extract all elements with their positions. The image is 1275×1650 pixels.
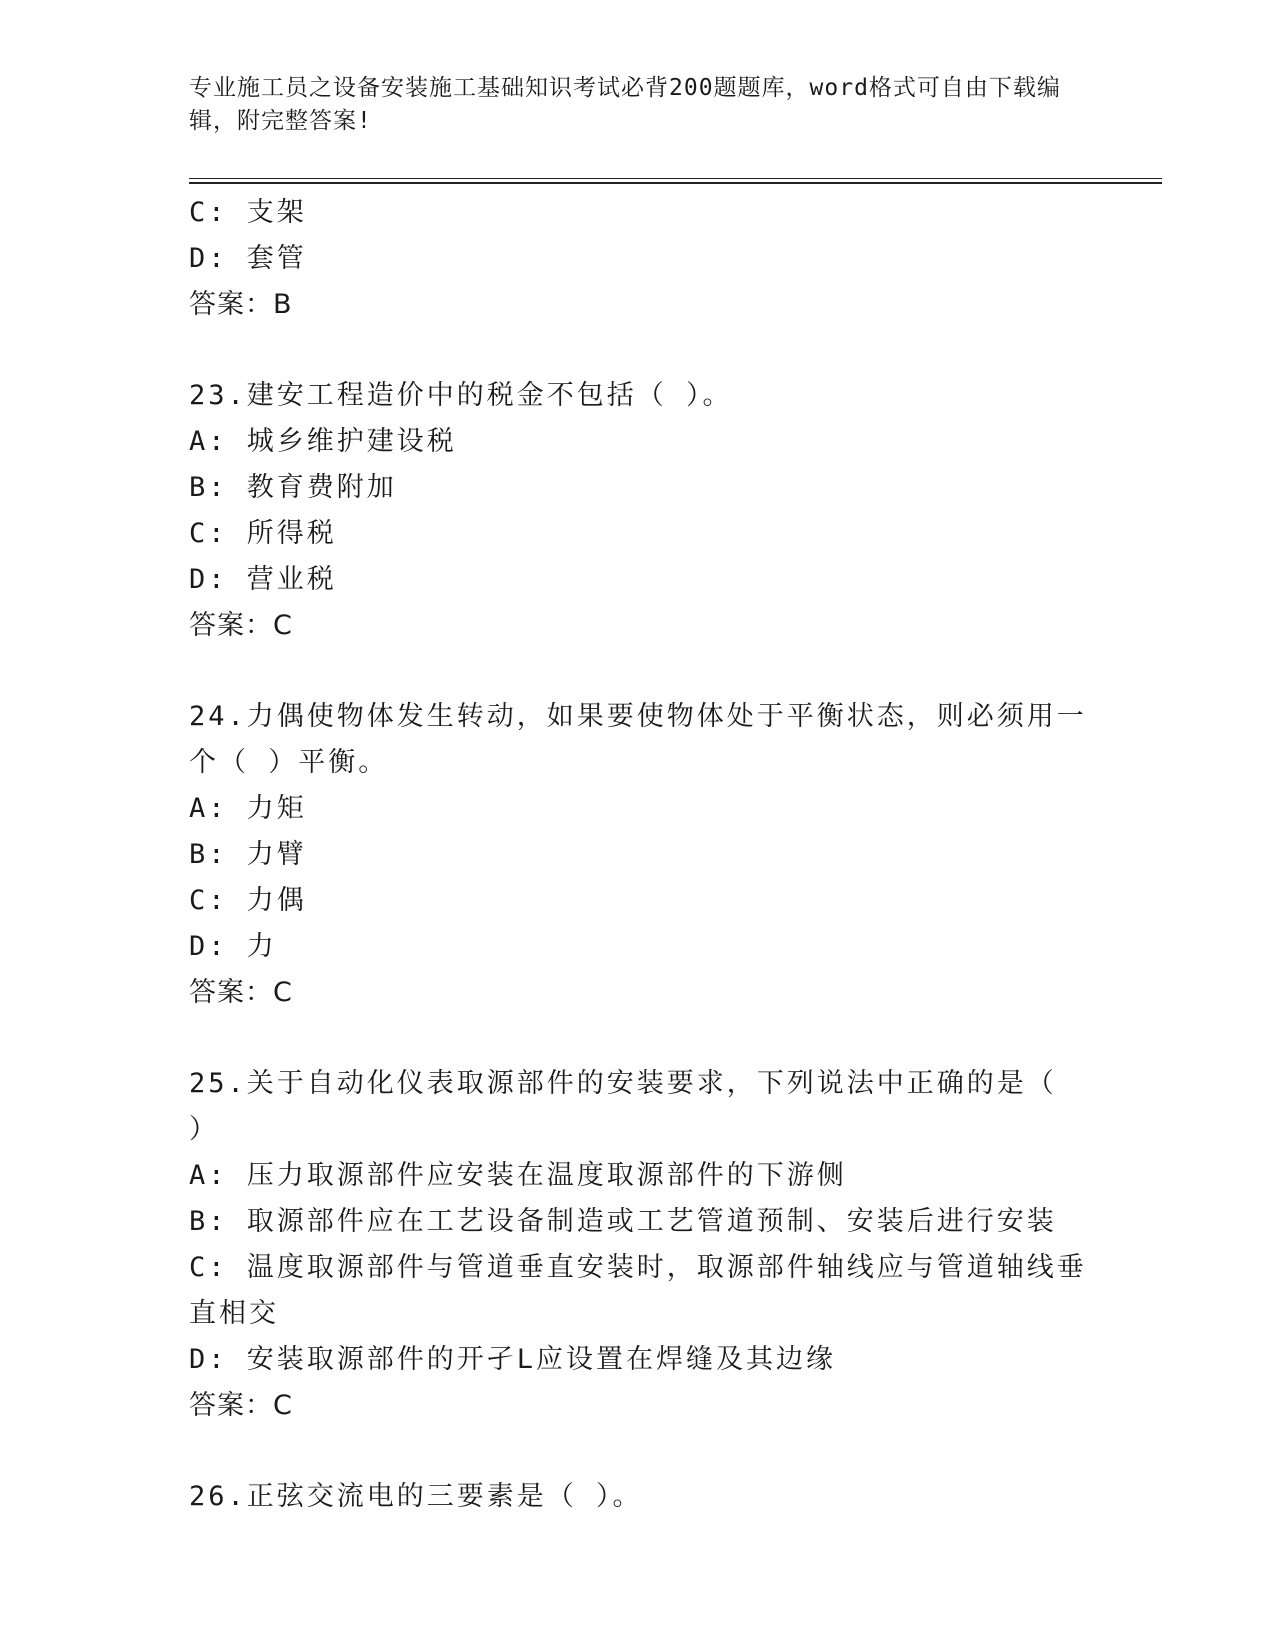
answer-line: 答案：C (189, 1390, 293, 1421)
option-a: A: 压力取源部件应安装在温度取源部件的下游侧 (189, 1160, 847, 1191)
option-c: C: 力偶 (189, 885, 307, 916)
document-header-title: 专业施工员之设备安装施工基础知识考试必背200题题库，word格式可自由下载编辑，附完整答案! (189, 75, 1061, 134)
option-d: D: 安装取源部件的开孑L应设置在焊缝及其边缘 (189, 1344, 837, 1375)
option-d: D: 营业税 (189, 564, 337, 595)
question-26 (189, 1474, 1089, 1520)
option-c: C: 支架 (189, 197, 307, 228)
question-list (189, 190, 1089, 1520)
answer-line: 答案：C (189, 610, 293, 641)
option-b: B: 教育费附加 (189, 472, 397, 503)
question-title: 25.关于自动化仪表取源部件的安装要求，下列说法中正确的是（ ） (189, 1068, 1077, 1145)
question-title: 26.正弦交流电的三要素是（ ）。 (189, 1481, 643, 1512)
question-24 (189, 694, 1089, 1016)
question-title: 23.建安工程造价中的税金不包括（ ）。 (189, 380, 733, 411)
option-a: A: 城乡维护建设税 (189, 426, 457, 457)
header-divider-thin (189, 178, 1162, 179)
question-23 (189, 373, 1089, 649)
option-d: D: 套管 (189, 243, 307, 274)
option-b: B: 力臂 (189, 839, 307, 870)
question-title: 24.力偶使物体发生转动，如果要使物体处于平衡状态，则必须用一个（ ）平衡。 (189, 701, 1087, 778)
option-b: B: 取源部件应在工艺设备制造或工艺管道预制、安装后进行安装 (189, 1206, 1057, 1237)
option-d: D: 力 (189, 931, 277, 962)
option-c: C: 所得税 (189, 518, 337, 549)
option-a: A: 力矩 (189, 793, 307, 824)
question-25 (189, 1061, 1089, 1429)
question-22-tail (189, 190, 1089, 328)
answer-line: 答案：C (189, 977, 293, 1008)
option-c: C: 温度取源部件与管道垂直安装时，取源部件轴线应与管道轴线垂直相交 (189, 1252, 1087, 1329)
answer-line: 答案：B (189, 289, 293, 320)
header-divider-thick (189, 182, 1162, 184)
